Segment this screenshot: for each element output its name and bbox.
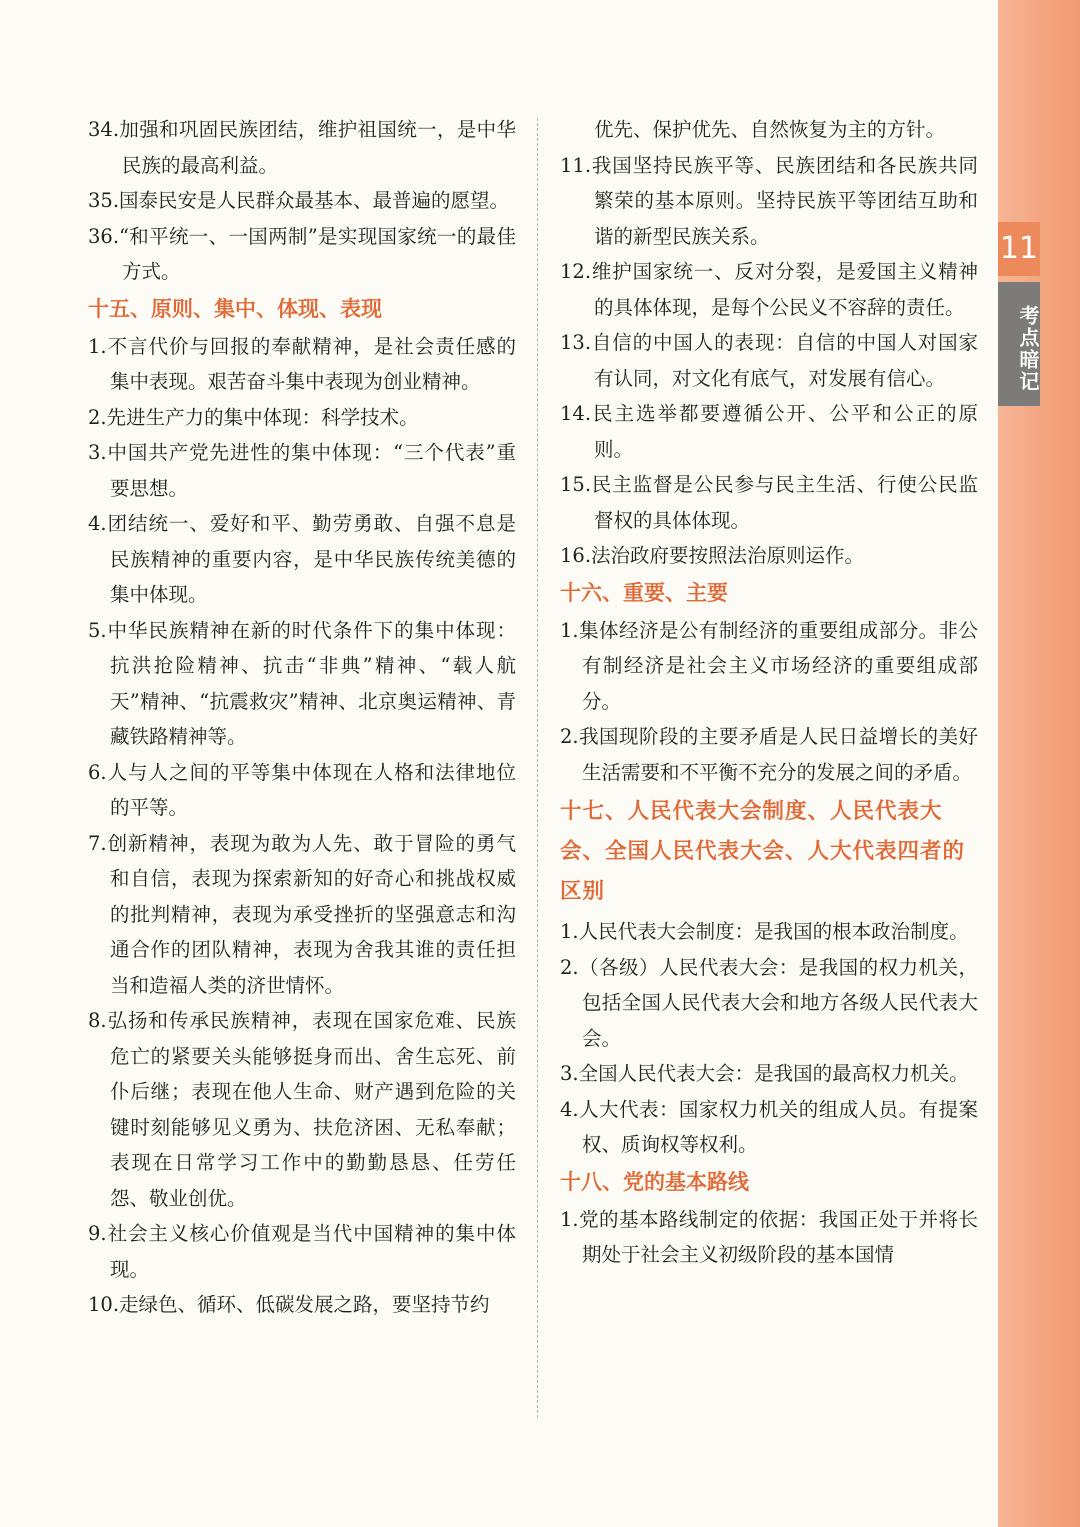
list-item: 12.维护国家统一、反对分裂，是爱国主义精神的具体体现，是每个公民义不容辞的责任。: [560, 260, 978, 319]
list-item: 2.我国现阶段的主要矛盾是人民日益增长的美好生活需要和不平衡不充分的发展之间的矛盾。: [560, 725, 978, 784]
list-item: 9.社会主义核心价值观是当代中国精神的集中体现。: [88, 1222, 516, 1281]
list-item: 34.加强和巩固民族团结，维护祖国统一，是中华民族的最高利益。: [88, 118, 516, 177]
list-item: 6.人与人之间的平等集中体现在人格和法律地位的平等。: [88, 760, 516, 819]
list-item: 13.自信的中国人的表现：自信的中国人对国家有认同，对文化有底气，对发展有信心。: [560, 331, 978, 390]
section-heading-15: 十五、原则、集中、体现、表现: [88, 296, 382, 321]
list-item: 36.“和平统一、一国两制”是实现国家统一的最佳方式。: [88, 224, 516, 283]
section-heading-17: 十七、人民代表大会制度、人民代表大会、全国人民代表大会、人大代表四者的区别: [560, 799, 966, 904]
list-item: 2.（各级）人民代表大会：是我国的权力机关，包括全国人民代表大会和地方各级人民代表大会。: [560, 955, 978, 1050]
left-column: [88, 112, 516, 1323]
list-item: 11.我国坚持民族平等、民族团结和各民族共同繁荣的基本原则。坚持民族平等团结互助和谐的新型民族关系。: [560, 153, 978, 248]
list-item: 1.人民代表大会制度：是我国的根本政治制度。: [560, 920, 969, 943]
list-item: 15.民主监督是公民参与民主生活、行使公民监督权的具体体现。: [560, 473, 978, 532]
list-item: 1.集体经济是公有制经济的重要组成部分。非公有制经济是社会主义市场经济的重要组成部分。: [560, 618, 978, 713]
chapter-number-tab: 11: [998, 222, 1040, 276]
list-item: 2.先进生产力的集中体现：科学技术。: [88, 405, 419, 429]
list-item: 3.中国共产党先进性的集中体现：“三个代表”重要思想。: [88, 441, 516, 500]
list-item: 1.党的基本路线制定的依据：我国正处于并将长期处于社会主义初级阶段的基本国情: [560, 1207, 978, 1266]
section-heading-18: 十八、党的基本路线: [560, 1169, 749, 1194]
right-column: [560, 112, 978, 1273]
list-item: 4.团结统一、爱好和平、勤劳勇敢、自强不息是民族精神的重要内容，是中华民族传统美德的集中体现。: [88, 512, 516, 606]
list-item: 16.法治政府要按照法治原则运作。: [560, 544, 865, 567]
list-item: 5.中华民族精神在新的时代条件下的集中体现：抗洪抢险精神、抗击“非典”精神、“载人航天”精神、“抗震救灾”精神、北京奥运精神、青藏铁路精神等。: [88, 618, 516, 748]
list-item: 14.民主选举都要遵循公开、公平和公正的原则。: [560, 402, 978, 461]
list-item: 8.弘扬和传承民族精神，表现在国家危难、民族危亡的紧要关头能够挺身而出、舍生忘死、前仆后继；表现在他人生命、财产遇到危险的关键时刻能够见义勇为、扶危济困、无私奉献；表现在日常学习工作中的勤勤恳恳、任劳任怨、敬业创优。: [88, 1009, 516, 1210]
list-item: 1.不言代价与回报的奉献精神，是社会责任感的集中表现。艰苦奋斗集中表现为创业精神。: [88, 334, 516, 393]
column-divider: [537, 118, 538, 1418]
list-item: 7.创新精神，表现为敢为人先、敢于冒险的勇气和自信，表现为探索新知的好奇心和挑战权威的批判精神，表现为承受挫折的坚强意志和沟通合作的团队精神，表现为舍我其谁的责任担当和造福人类的济世情怀。: [88, 831, 516, 997]
list-item: 3.全国人民代表大会：是我国的最高权力机关。: [560, 1062, 969, 1085]
list-item: 4.人大代表：国家权力机关的组成人员。有提案权、质询权等权利。: [560, 1097, 978, 1156]
list-item: 35.国泰民安是人民群众最基本、最普遍的愿望。: [88, 189, 510, 212]
list-item: 10.走绿色、循环、低碳发展之路，要坚持节约: [88, 1293, 490, 1316]
section-heading-16: 十六、重要、主要: [560, 580, 728, 605]
continued-text: 优先、保护优先、自然恢复为主的方针。: [594, 118, 946, 141]
chapter-label-tab: 考点暗记: [998, 282, 1040, 406]
